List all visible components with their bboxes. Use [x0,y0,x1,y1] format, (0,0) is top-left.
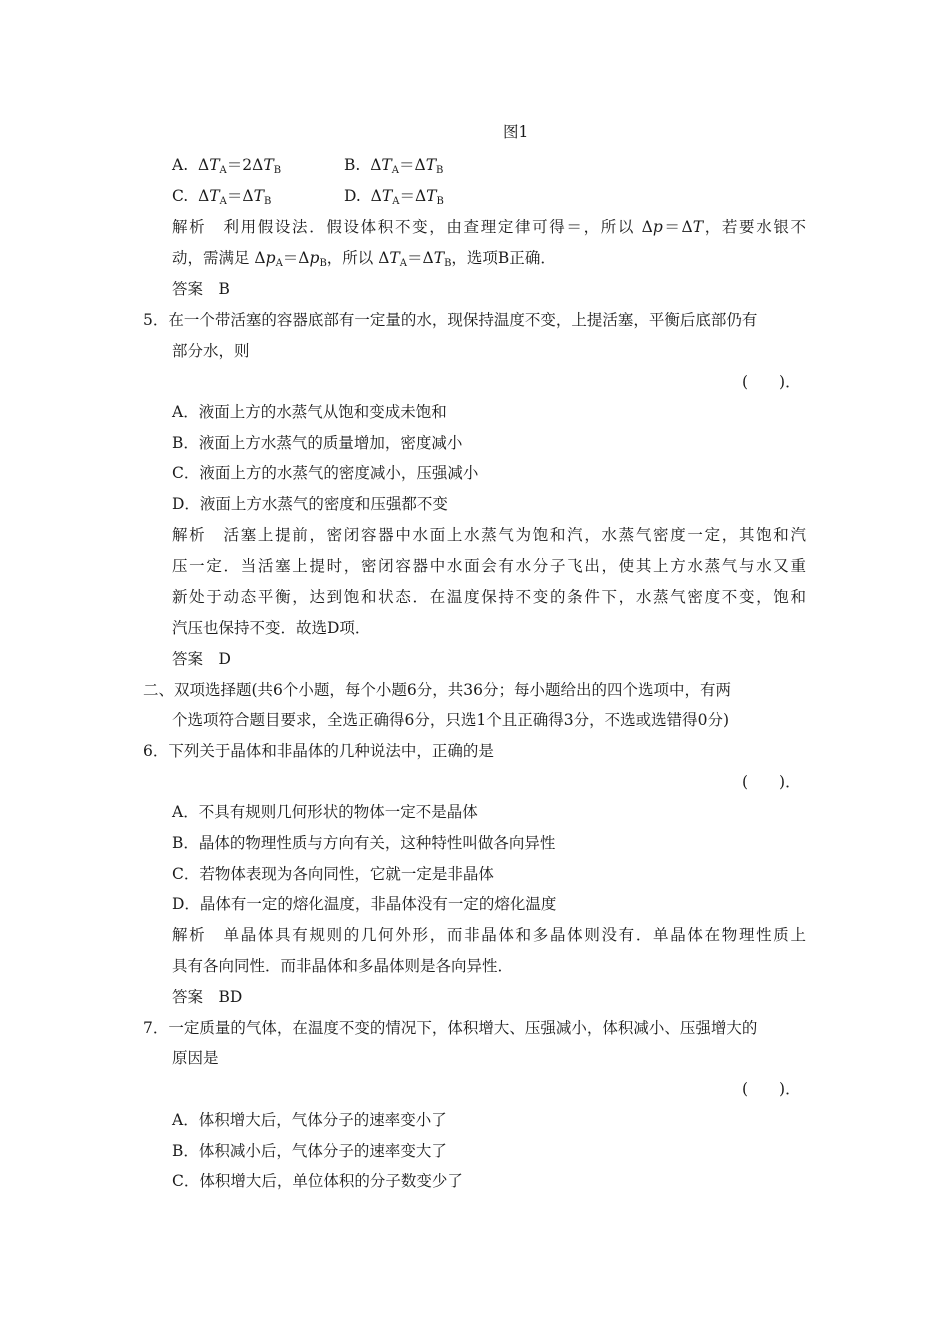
q4-analysis-line-2: 动，需满足 $\Delta p_A=\Delta p_B$，所以 $\Delta T_A=\Delta T_B$，选项B正确． [172,249,556,269]
q6-option-b: B．晶体的物理性质与方向有关，这种特性叫做各向异性 [172,834,556,852]
section-heading-line-1: 二、双项选择题(共6个小题，每个小题6分，共36分；每小题给出的四个选项中，有两 [143,681,731,699]
q4-answer: 答案 B [172,280,230,298]
q7-stem-line-2: 原因是 [172,1049,219,1067]
figure-caption: 图1 [503,123,529,141]
q6-analysis-line: 具有各向同性．而非晶体和多晶体则是各向异性． [172,957,514,975]
q5-option-d: D．液面上方水蒸气的密度和压强都不变 [172,495,448,513]
q4-option-d: D. $\Delta T_A=\Delta T_B$ [344,187,444,207]
q5-stem-line-1: 5．在一个带活塞的容器底部有一定量的水，现保持温度不变，上提活塞，平衡后底部仍有 [143,311,758,329]
q7-answer-bracket: ( )． [742,1080,801,1098]
q5-analysis-line: 压一定．当活塞上提时，密闭容器中水面会有水分子飞出，使其上方水蒸气与水又重 [172,557,806,575]
q6-stem: 6．下列关于晶体和非晶体的几种说法中，正确的是 [143,742,494,760]
q5-answer-bracket: ( )． [742,373,801,391]
q7-option-c: C．体积增大后，单位体积的分子数变少了 [172,1172,463,1190]
q5-answer: 答案 D [172,650,231,668]
q4-option-c: C. $\Delta T_A=\Delta T_B$ [172,187,272,207]
q6-option-c: C．若物体表现为各向同性，它就一定是非晶体 [172,865,494,883]
q5-analysis-line: 解析 活塞上提前，密闭容器中水面上水蒸气为饱和汽，水蒸气密度一定，其饱和汽 [172,526,806,544]
q5-analysis-line: 汽压也保持不变．故选D项． [172,619,371,637]
q6-option-d: D．晶体有一定的熔化温度，非晶体没有一定的熔化温度 [172,895,557,913]
q4-option-b: B. $\Delta T_A=\Delta T_B$ [344,156,444,176]
q6-option-a: A．不具有规则几何形状的物体一定不是晶体 [172,803,478,821]
q4-option-a: A. $\Delta T_A=2\Delta T_B$ [172,156,282,176]
q5-option-b: B．液面上方水蒸气的质量增加，密度减小 [172,434,463,452]
q6-answer-bracket: ( )． [742,773,801,791]
q7-stem-line-1: 7．一定质量的气体，在温度不变的情况下，体积增大、压强减小，体积减小、压强增大的 [143,1019,758,1037]
q5-analysis-line: 新处于动态平衡，达到饱和状态．在温度保持不变的条件下，水蒸气密度不变，饱和 [172,588,806,606]
q6-analysis-line: 解析 单晶体具有规则的几何外形，而非晶体和多晶体则没有．单晶体在物理性质上 [172,926,806,944]
q7-option-b: B．体积减小后，气体分子的速率变大了 [172,1142,447,1160]
q7-option-a: A．体积增大后，气体分子的速率变小了 [172,1111,447,1129]
q5-option-a: A．液面上方的水蒸气从饱和变成未饱和 [172,403,447,421]
q6-answer: 答案 BD [172,988,243,1006]
q5-stem-line-2: 部分水，则 [172,342,250,360]
q5-option-c: C．液面上方的水蒸气的密度减小，压强减小 [172,464,479,482]
section-heading-line-2: 个选项符合题目要求，全选正确得6分，只选1个且正确得3分，不选或选错得0分) [172,711,729,729]
q4-analysis-line-1: 解析 利用假设法．假设体积不变，由查理定律可得＝，所以 Δp＝ΔT，若要水银不 [172,218,806,236]
